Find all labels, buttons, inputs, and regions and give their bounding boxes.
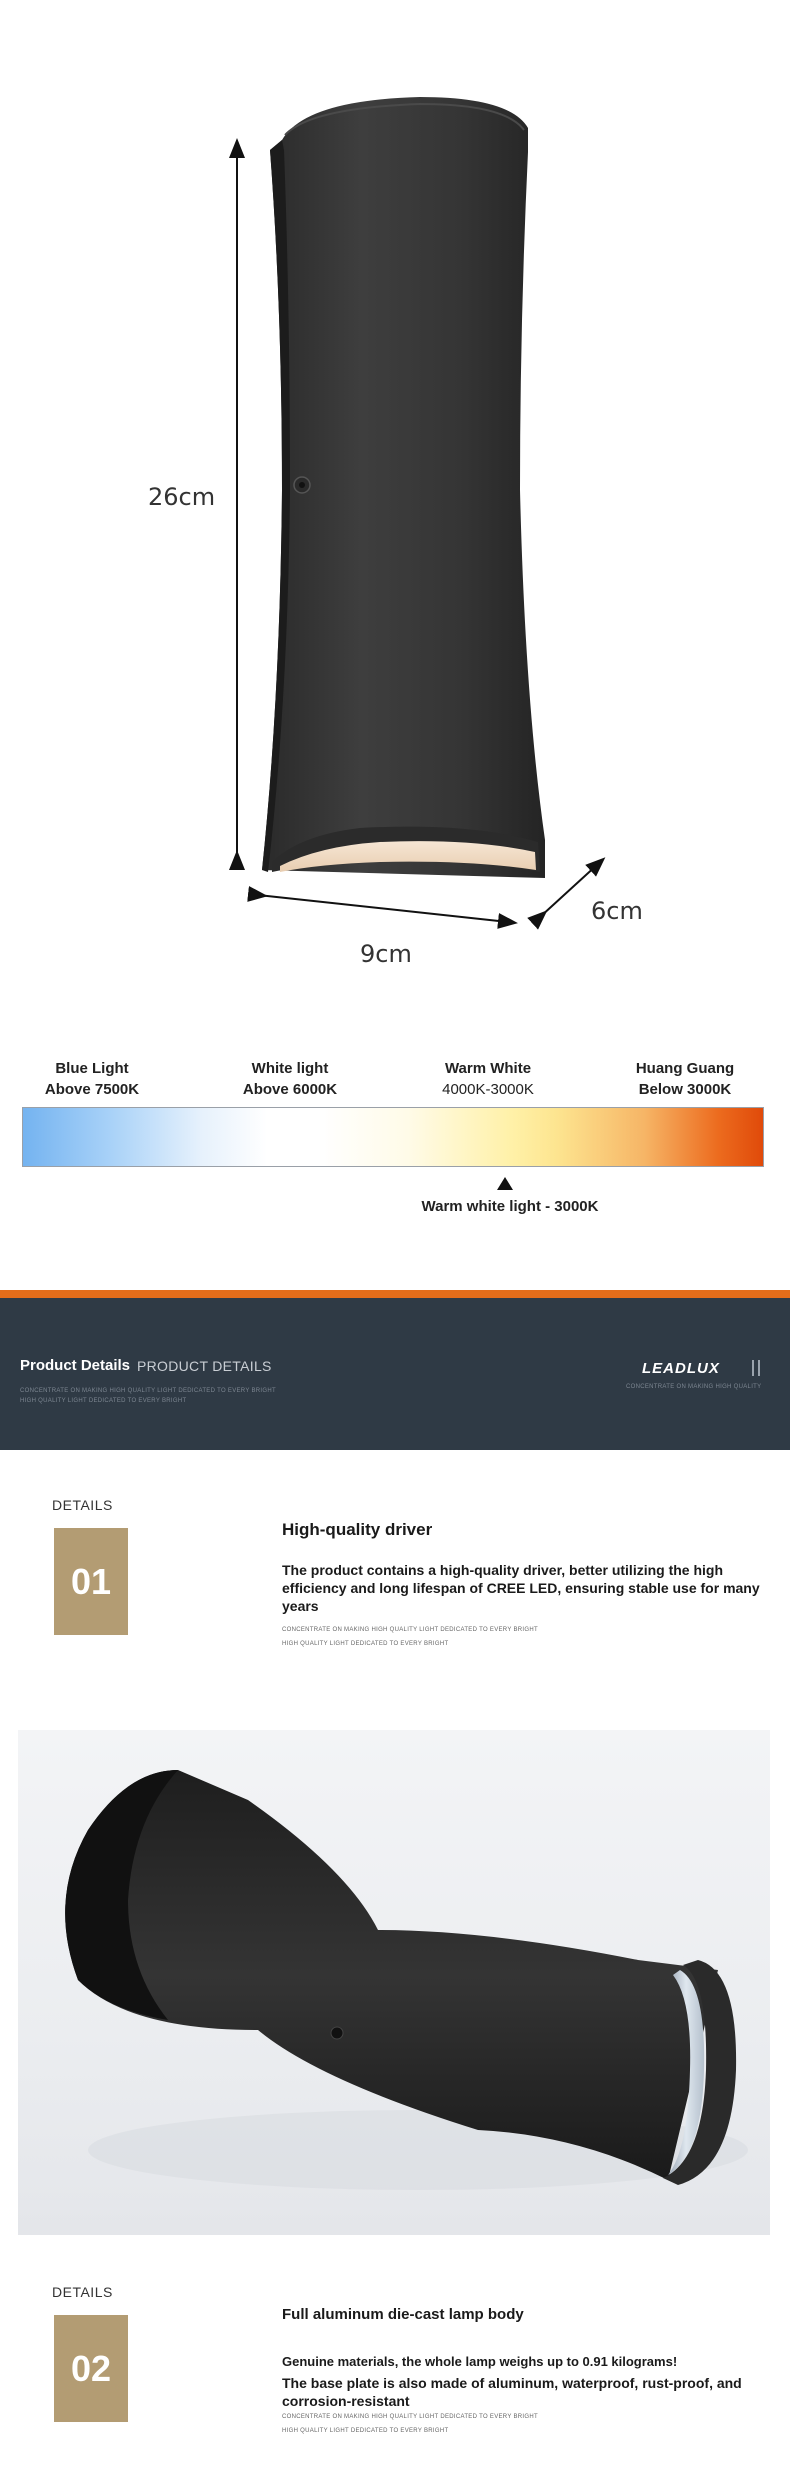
detail-micro-line-2: HIGH QUALITY LIGHT DEDICATED TO EVERY BRIGHT — [282, 2428, 449, 2434]
banner-subtitle: PRODUCT DETAILS — [137, 1358, 272, 1374]
banner-small-line-1: CONCENTRATE ON MAKING HIGH QUALITY LIGHT DEDICATED TO EVERY BRIGHT — [20, 1388, 276, 1394]
temp-name: White light — [251, 1060, 329, 1077]
detail-number-badge: 02 — [54, 2315, 128, 2422]
brand-tagline: CONCENTRATE ON MAKING HIGH QUALITY — [626, 1384, 762, 1390]
depth-label: 6cm — [591, 897, 643, 925]
detail-micro-line-1: CONCENTRATE ON MAKING HIGH QUALITY LIGHT DEDICATED TO EVERY BRIGHT — [282, 2414, 538, 2420]
temp-label-warm — [418, 1058, 558, 1100]
banner-accent-stripe — [0, 1290, 790, 1298]
detail-text: The product contains a high-quality driver, better utilizing the high efficiency and long lifespan of CREE LED, ensuring stable use for many years — [282, 1562, 760, 1614]
detail-text-1: Genuine materials, the whole lamp weighs up to 0.91 kilograms! — [282, 2354, 678, 2369]
temp-name: Huang Guang — [635, 1060, 735, 1077]
temp-label-huang — [615, 1058, 755, 1100]
brand-logo: LEADLUX — [642, 1360, 720, 1377]
detail-micro-line-2: HIGH QUALITY LIGHT DEDICATED TO EVERY BRIGHT — [282, 1641, 449, 1647]
marker-label: Warm white light - 3000K — [421, 1198, 599, 1215]
temp-value: Below 3000K — [638, 1081, 732, 1098]
temp-value: Above 7500K — [44, 1081, 140, 1098]
detail-micro-line-1: CONCENTRATE ON MAKING HIGH QUALITY LIGHT DEDICATED TO EVERY BRIGHT — [282, 1627, 538, 1633]
color-temperature-bar — [22, 1107, 764, 1167]
detail-tag: DETAILS — [52, 2284, 113, 2300]
temp-name: Warm White — [444, 1060, 532, 1077]
marker-triangle-icon — [497, 1177, 513, 1190]
temp-label-white — [220, 1058, 360, 1100]
temp-label-blue — [22, 1058, 162, 1100]
width-label: 9cm — [360, 940, 412, 968]
width-dimension-arrow — [258, 895, 508, 922]
banner-small-line-2: HIGH QUALITY LIGHT DEDICATED TO EVERY BRIGHT — [20, 1398, 187, 1404]
detail-number-badge: 01 — [54, 1528, 128, 1635]
temp-value: Above 6000K — [242, 1081, 338, 1098]
lamp-vertical-image — [262, 97, 545, 878]
detail-text-2: The base plate is also made of aluminum, waterproof, rust-proof, and corrosion-resistant — [282, 2375, 742, 2409]
lamp-dimension-illustration — [0, 0, 790, 990]
depth-dimension-arrow — [540, 864, 598, 917]
temp-value: 4000K-3000K — [442, 1081, 534, 1098]
height-label: 26cm — [148, 483, 216, 511]
detail-tag: DETAILS — [52, 1497, 113, 1513]
banner-title: Product Details — [20, 1357, 131, 1374]
brand-divider — [758, 1360, 760, 1376]
lamp-horizontal-image — [18, 1730, 770, 2235]
temp-name: Blue Light — [55, 1060, 129, 1077]
brand-divider — [752, 1360, 754, 1376]
detail-title: High-quality driver — [282, 1520, 433, 1539]
detail-title: Full aluminum die-cast lamp body — [282, 2306, 524, 2323]
